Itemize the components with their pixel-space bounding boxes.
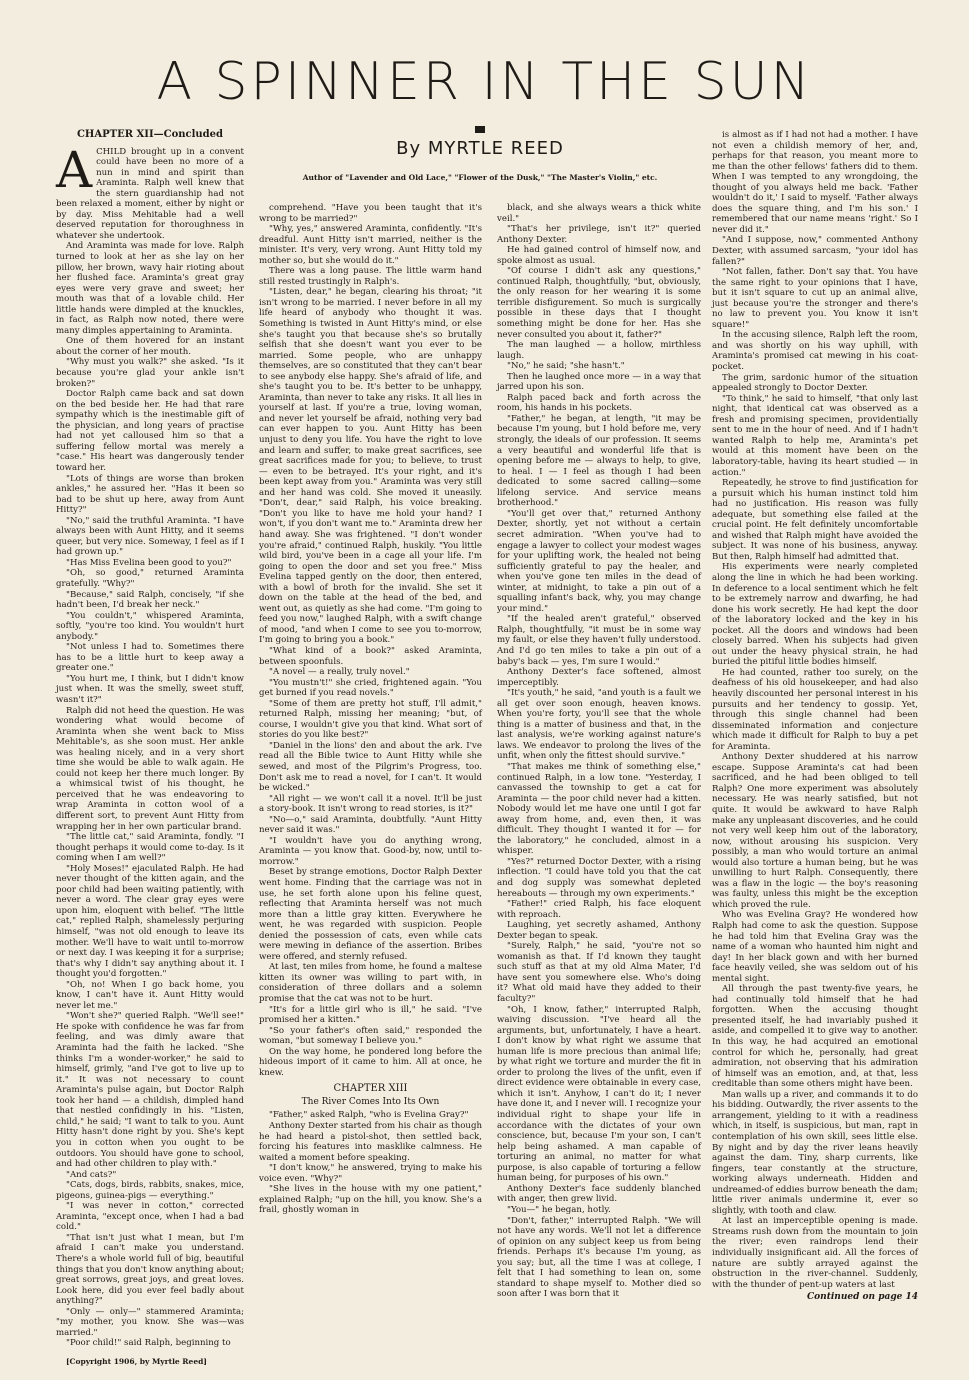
paragraph: "That makes me think of something else," continued Ralph, in a low tone. "Yesterday, I canvassed the township to get a cat for Araminta — the poor child never had a kitten. Nobody would let me have one until I got far away from home, and, even then, it was difficult. They thought I wanted it for — for the laboratory," he concluded, almost in a whisper.	[497, 761, 701, 857]
paragraph: The grim, sardonic humor of the situation appealed strongly to Doctor Dexter.	[712, 372, 918, 394]
paragraph: At last, ten miles from home, he found a maltese kitten its owner was willing to part with, in consideration of three dollars and a solemn promise that the cat was not to be hurt.	[259, 962, 482, 1005]
paragraph: "It's youth," he said, "and youth is a fault we all get over soon enough, heaven knows. When you're forty, you'll see that the whole thing is a matter of business and that, in the last analysis, we're working against nature's laws. We endeavor to prolong the lives of the unfit, when only the fittest should survive."	[497, 688, 701, 762]
paragraph: "To think," he said to himself, "that only last night, that identical cat was observed as a fresh and promising specimen, providentially sent to me in the hour of need. And if I hadn't wanted Ralph to help me, Araminta's pet would at this moment have been on the laboratory-table, having its heart studied — in action."	[712, 393, 918, 478]
paragraph: Beset by strange emotions, Doctor Ralph Dexter went home. Finding that the carriage was not in use, he set forth alone upon his feline quest, reflecting that Araminta herself was not much more than a little gray kitten. Everywhere he went, he was regarded with suspicion. People denied the possession of cats, even while cats were mewing in defiance of the assertion. Bribes were offered, and sternly refused.	[259, 867, 482, 962]
story-title: A SPINNER IN THE SUN	[156, 52, 813, 112]
paragraph: "So your father's often said," responded the woman, "but someway I believe you."	[259, 1025, 482, 1047]
paragraph: "You—" he began, hotly.	[507, 1204, 611, 1215]
paragraph: Anthony Dexter shuddered at his narrow escape. Suppose Araminta's cat had been sacrificed, and he had been obliged to tell Ralph? One more experiment was absolutely necessary. He was nearly satisfied, but not quite. It would be awkward to have Ralph make any unpleasant discoveries, and he could not very well keep him out of the laboratory, now, without arousing his suspicion. Very possibly, a man who would torture an animal would also torture a human being, but he was unwilling to hurt Ralph. Consequently, there was a flaw in the logic — the boy's reasoning was faulty, unless this might be the exception which proved the rule.	[712, 752, 918, 910]
paragraph: "Won't she?" queried Ralph. "We'll see!" He spoke with confidence he was far from feeling, and was dimly aware that Araminta had the faith he lacked. "She thinks I'm a wonder-worker," he said to himself, grimly, "and I've got to live up to it." It was not necessary to count Araminta's pulse again, but Doctor Ralph took her hand — a childish, dimpled hand that nestled confidingly in his. "Listen, child," he said; "I want to talk to you. Aunt Hitty hasn't done right by you. She's kept you in cotton when you ought to be outdoors. You should have gone to school, and had other children to play with."	[56, 1011, 244, 1170]
paragraph: One of them hovered for an instant about the corner of her mouth.	[56, 336, 244, 357]
paragraph: "You couldn't," whispered Araminta, softly, "you're too kind. You wouldn't hurt anybody."	[56, 610, 244, 642]
paragraph: "And I suppose, now," commented Anthony Dexter, with assumed sarcasm, "your idol has fallen?"	[712, 235, 918, 267]
paragraph: His experiments were nearly completed along the line in which he had been working. In deference to a local sentiment which he felt to be extremely narrow and dwarfing, he had done his work secretly. He had kept the door of the laboratory locked and the key in his pocket. All the doors and windows had been closely barred. When his subjects had given out under the heavy physical strain, he had buried the pitiful little bodies himself.	[712, 562, 918, 668]
paragraph: "That's her privilege, isn't it?" queried Anthony Dexter.	[497, 224, 701, 245]
paragraph: "Oh, I know, father," interrupted Ralph, waiving discussion. "I've heard all the arguments, but, unfortunately, I have a heart. I don't know by what right we assume that human life is more precious than animal life; by what right we torture and murder the fit in order to prolong the lives of the unfit, even if direct evidence were obtainable in every case, which it isn't. Anyhow, I can't do it; I never have done it, and I never will. I recognize your individual right to shape your life in accordance with the dictates of your own conscience, but, because I'm your son, I can't help being ashamed. A man capable of torturing an animal, no matter for what purpose, is also capable of torturing a fellow human being, for purposes of his own."	[497, 1004, 701, 1184]
paragraph: "She lives in the house with my one patient," explained Ralph; "up on the hill, you know. She's a frail, ghostly woman in	[259, 1184, 482, 1216]
paragraph: ACHILD brought up in a convent could have been no more of a nun in mind and spirit than Araminta. Ralph well knew that the stern guardianship had not been relaxed a moment, either by night or by day. Miss Mehitable had a well deserved reputation for thoroughness in whatever she undertook.	[56, 140, 244, 241]
paragraph: "Oh, so good," returned Araminta gratefully. "Why?"	[56, 568, 244, 589]
paragraph: "I don't know," he answered, trying to make his voice even. "Why?"	[259, 1163, 482, 1184]
paragraph: "What kind of a book?" asked Araminta, between spoonfuls.	[259, 645, 482, 667]
author-note: Author of "Lavender and Old Lace," "Flower of the Dusk," "The Master's Violin," etc.	[302, 173, 658, 182]
paragraph: "Not fallen, father. Don't say that. You have the same right to your opinions that I have, but it isn't square to cut up an animal alive, just because you're the stronger and there's no law to prevent you. You know it isn't square!"	[712, 267, 918, 330]
paragraph: "Because," said Ralph, concisely, "if she hadn't been, I'd break her neck."	[56, 589, 244, 611]
paragraph: Anthony Dexter's face suddenly blanched with anger, then grew livid.	[497, 1183, 701, 1205]
paragraph: "Why, yes," answered Araminta, confidently. "It's dreadful. Aunt Hitty isn't married, neither is the minister. It's very, very wrong. Aunt Hitty told my mother so, but she would do it."	[259, 224, 482, 266]
paragraph: "Don't, father," interrupted Ralph. "We will not have any words. We'll not let a difference of opinion on any subject keep us from being friends. Perhaps it's because I'm young, as you say; but, all the time I was at college, I felt that I had something to lean on, some standard to shape myself to. Mother died so soon after I was born that it	[497, 1215, 701, 1300]
paragraph: "No," he said; "she hasn't."	[507, 361, 625, 372]
paragraph: "I wouldn't have you do anything wrong, Araminta — you know that. Good-by, now, until to-morrow."	[259, 835, 482, 867]
paragraph: "Lots of things are worse than broken ankles," he assured her. "Has it been so bad to be shut up here, away from Aunt Hitty?"	[56, 473, 244, 516]
paragraph: Anthony Dexter started from his chair as though he had heard a pistol-shot, then settled back, forcing his features into masklike calmness. He waited a moment before speaking.	[259, 1121, 482, 1163]
chapter-13-subtitle: The River Comes Into Its Own	[301, 1096, 440, 1107]
paragraph: Laughing, yet secretly ashamed, Anthony Dexter began to speak.	[497, 920, 701, 941]
paragraph: And Araminta was made for love. Ralph turned to look at her as she lay on her pillow, her brown, wavy hair rioting about her flushed face. Araminta's great gray eyes were very grave and sweet; her mouth was that of a lovable child. Her little hands were dimpled at the knuckles, in fact, as Ralph now noted, there were many dimples appertaining to Araminta.	[56, 241, 244, 336]
paragraph: "Yes?" returned Doctor Dexter, with a rising inflection. "I could have told you that the cat and dog supply was somewhat depleted hereabouts — through my own experiments."	[497, 856, 701, 899]
column-2-text-b	[259, 1110, 482, 1215]
paragraph: Ralph did not heed the question. He was wondering what would become of Araminta when she went back to Miss Mehitable's, as she soon must. Her ankle was healing nicely, and in a very short time she would be able to walk again. He could not keep her there much longer. By a whimsical twist of his thought, he perceived that he was endeavoring to wrap Araminta in cotton wool of a different sort, to prevent Aunt Hitty from wrapping her in her own particular brand.	[56, 705, 244, 832]
paragraph: "Only — only—" stammered Araminta; "my mother, you know. She was—was married."	[56, 1306, 244, 1338]
paragraph: The man laughed — a hollow, mirthless laugh.	[497, 340, 701, 361]
chapter-13-heading: CHAPTER XIII	[333, 1083, 408, 1095]
paragraph: "Father," he began, at length, "it may be because I'm young, but I hold before me, very strongly, the ideals of our profession. It seems a very beautiful and wonderful life that is opening before me — always to help, to give, to heal. I — I feel as though I had been dedicated to some sacred calling—some lifelong service. And service means brotherhood."	[497, 413, 701, 509]
paragraph: "Has Miss Evelina been good to you?"	[66, 557, 232, 568]
paragraph: "Father!" cried Ralph, his face eloquent with reproach.	[497, 899, 701, 920]
paragraph: is almost as if I had not had a mother. I have not even a childish memory of her, and, perhaps for that reason, you meant more to me than the other fellows' fathers did to them. When I was tempted to any wrongdoing, the thought of you always held me back. 'Father wouldn't do it,' I said to myself. 'Father always does the square thing, and I'm his son.' I remembered that our name means 'right.' So I never did it."	[712, 130, 918, 235]
paragraph: "You mustn't!" she cried, frightened again. "You get burned if you read novels."	[259, 677, 482, 699]
paragraph: Repeatedly, he strove to find justification for a pursuit which his human instinct told him had no justification. His reason was fully adequate, but something else failed at the crucial point. He felt definitely uncomfortable and wished that Ralph might have avoided the subject. It was none of his business, anyway. But then, Ralph himself had admitted that.	[712, 478, 918, 562]
paragraph: He had counted, rather too surely, on the deafness of his old housekeeper, and had also heavily discounted her personal interest in his pursuits and her tendency to gossip. Yet, through this single channel had been disseminated information and conjecture which made it difficult for Ralph to buy a pet for Araminta.	[712, 667, 918, 752]
paragraph: "Why must you walk?" she asked. "Is it because you're glad your ankle isn't broken?"	[56, 357, 244, 389]
paragraph: "You'll get over that," returned Anthony Dexter, shortly, yet not without a certain secret admiration. "When you've had to engage a lawyer to collect your modest wages for your uplifting work, the healed not being sufficiently grateful to pay the healer, and when you've gone ten miles in the dead of winter, at midnight, to take a pin out of a squalling infant's back, why, you may change your mind."	[497, 508, 701, 614]
copyright-note: [Copyright 1906, by Myrtle Reed]	[66, 1356, 207, 1366]
paragraph: "Not unless I had to. Sometimes there has to be a little hurt to keep away a greater one."	[56, 642, 244, 674]
paragraph: "A novel — a really, truly novel."	[269, 667, 410, 678]
paragraph: Man walls up a river, and commands it to do his bidding. Outwardly, the river assents to the arrangement, yielding to it with a readiness which, in itself, is suspicious, but man, rapt in contemplation of his own skill, sees little else. By night and by day the river leans heavily against the dam. Tiny, sharp currents, like fingers, tear constantly at the structure, working always underneath. Hidden and undreamed-of eddies burrow beneath the dam; little river animals undermine it, ever so slightly, with tooth and claw.	[712, 1089, 918, 1216]
column-3-text	[497, 203, 701, 1300]
column-1-text	[56, 140, 244, 1349]
paragraph: "Father," asked Ralph, "who is Evelina Gray?"	[269, 1110, 469, 1121]
paragraph: Ralph paced back and forth across the room, his hands in his pockets.	[497, 392, 701, 414]
paragraph: "All right — we won't call it a novel. It'll be just a story-book. It isn't wrong to read stories, is it?"	[259, 793, 482, 815]
paragraph: "Daniel in the lions' den and about the ark. I've read all the Bible twice to Aunt Hitty while she sewed, and most of the Pilgrim's Progress, too. Don't ask me to read a novel, for I can't. It would be wicked."	[259, 740, 482, 794]
column-4	[712, 130, 918, 1330]
paragraph: "Some of them are pretty hot stuff, I'll admit," returned Ralph, missing her meaning; "but, of course, I wouldn't give you that kind. What sort of stories do you like best?"	[259, 698, 482, 741]
paragraph: "The little cat," said Araminta, fondly. "I thought perhaps it would come to-day. Is it coming when I am well?"	[56, 832, 244, 864]
paragraph: Then he laughed once more — in a way that jarred upon his son.	[497, 371, 701, 393]
column-1	[56, 129, 244, 1366]
paragraph: comprehend. "Have you been taught that it's wrong to be married?"	[259, 203, 482, 224]
paragraph: "Holy Moses!" ejaculated Ralph. He had never thought of the kitten again, and the poor child had been waiting patiently, with never a word. The clear gray eyes were upon him, eloquent with belief. "The little cat," replied Ralph, shamelessly perjuring himself, "was not old enough to leave its mother. We'll have to wait until to-morrow or next day. I was keeping it for a surprise; that's why I didn't say anything about it. I thought you'd forgotten."	[56, 863, 244, 980]
column-3	[497, 203, 701, 1330]
column-2	[259, 203, 482, 1330]
column-4-text	[712, 130, 918, 1290]
paragraph: "Of course I didn't ask any questions," continued Ralph, thoughtfully, "but, obviously, the only reason for her wearing it is some terrible disfigurement. So much is surgically possible in these days that I thought something might be done for her. Has she never consulted you about it, father?"	[497, 266, 701, 340]
paragraph: "Listen, dear," he began, clearing his throat; "it isn't wrong to be married. I never before in all my life heard of anybody who thought it was. Something is twisted in Aunt Hitty's mind, or else she's taught you that because she's so brutally selfish that she doesn't want you ever to be married. Some people, who are unhappy themselves, are so constituted that they can't bear to see anybody else happy. She's afraid of life, and she's taught you to be. It's better to be unhappy, Araminta, than never to take any risks. It all lies in yourself at last. If you're a true, loving woman, and never let yourself be afraid, nothing very bad can ever happen to you. Aunt Hitty has been unjust to deny you life. You have the right to love and learn and suffer, to make great sacrifices, see great sacrifices made for you; to believe, to trust — even to be betrayed. It's your right, and it's been kept away from you." Araminta was very still and her hand was cold. She moved it uneasily. "Don't, dear," said Ralph, his voice breaking. "Don't you like to have me hold your hand? I won't, if you don't want me to." Araminta drew her hand away. She was frightened. "I don't wonder you're afraid," continued Ralph, huskily. "You little wild bird, you've been in a cage all your life. I'm going to open the door and set you free." Miss Evelina tapped gently on the door, then entered, with a bowl of broth for the invalid. She set it down on the table at the head of the bed, and went out, as quietly as she had come. "I'm going to feed you now," laughed Ralph, with a swift change of mood, "and when I come to see you to-morrow, I'm going to bring you a book."	[259, 287, 482, 646]
paragraph: All through the past twenty-five years, he had continually told himself that he had forgotten. When the accusing thought presented itself, he had invariably pushed it aside, and compelled it to give way to another. In this way, he had acquired an emotional control for which he, personally, had great admiration, not observing that his admiration of himself was an emotion, and, at that, less creditable than some others might have been.	[712, 984, 918, 1090]
paragraph: "And cats?"	[66, 1169, 117, 1180]
paragraph: Doctor Ralph came back and sat down on the bed beside her. He had that rare sympathy which is the inestimable gift of the physician, and long years of practise had not yet calloused him so that a suffering fellow mortal was merely a "case." His heart was dangerously tender toward her.	[56, 389, 244, 473]
paragraph: He had gained control of himself now, and spoke almost as usual.	[497, 245, 701, 266]
paragraph: On the way home, he pondered long before the hideous import of it came to him. All at once, he knew.	[259, 1046, 482, 1078]
column-2-text	[259, 203, 482, 1078]
paragraph: "No—o," said Araminta, doubtfully. "Aunt Hitty never said it was."	[259, 814, 482, 836]
paragraph: "Surely, Ralph," he said, "you're not so womanish as that. If I'd known they taught such stuff as that at my old Alma Mater, I'd have sent you somewhere else. Who's doing it? What old maid have they added to their faculty?"	[497, 941, 701, 1005]
paragraph: Who was Evelina Gray? He wondered how Ralph had come to ask the question. Suppose he had told him that Evelina Gray was the name of a woman who haunted him night and day! In her black gown and with her burned face heavily veiled, she was seldom out of his mental sight.	[712, 910, 918, 984]
paragraph: "No," said the truthful Araminta. "I have always been with Aunt Hitty, and it seems queer, but very nice. Someway, I feel as if I had grown up."	[56, 515, 244, 558]
paragraph: "Cats, dogs, birds, rabbits, snakes, mice, pigeons, guinea-pigs — everything."	[56, 1180, 244, 1201]
paragraph: There was a long pause. The little warm hand still rested trustingly in Ralph's.	[259, 266, 482, 287]
paragraph: "I was never in cotton," corrected Araminta, "except once, when I had a bad cold."	[56, 1201, 244, 1233]
paragraph: "Oh, no! When I go back home, you know, I can't have it. Aunt Hitty would never let me."	[56, 979, 244, 1011]
paragraph: black, and she always wears a thick white veil."	[497, 203, 701, 224]
paragraph: "If the healed aren't grateful," observed Ralph, thoughtfully, "it must be in some way my fault, or else they haven't fully understood. And I'd go ten miles to take a pin out of a baby's back — yes, I'm sure I would."	[497, 614, 701, 667]
byline-block	[259, 126, 701, 182]
paragraph: "You hurt me, I think, but I didn't know just when. It was the smelly, sweet stuff, wasn't it?"	[56, 673, 244, 705]
continued-note: Continued on page 14	[806, 1292, 918, 1303]
chapter-12-heading: CHAPTER XII—Concluded	[76, 129, 224, 140]
paragraph: "Poor child!" said Ralph, beginning to	[66, 1338, 231, 1349]
paragraph: "It's for a little girl who is ill," he said. "I've promised her a kitten."	[259, 1004, 482, 1026]
paragraph: "That isn't just what I mean, but I'm afraid I can't make you understand. There's a whole world full of big, beautiful things that you don't know anything about; great sorrows, great joys, and great loves. Look here, did you ever feel badly about anything?"	[56, 1232, 244, 1307]
paragraph: In the accusing silence, Ralph left the room, and was shortly on his way uphill, with Araminta's promised cat mewing in his coat-pocket.	[712, 330, 918, 373]
author-byline: By MYRTLE REED	[396, 138, 564, 159]
bullet-ornament	[475, 126, 485, 133]
drop-cap: A	[56, 140, 93, 199]
paragraph: At last an imperceptible opening is made. Streams rush down from the mountain to join the river; even raindrops lend their individually insignificant aid. All the forces of nature are subtly arrayed against the obstruction in the river-channel. Suddenly, with the thunder of pent-up waters at last	[712, 1216, 918, 1290]
paragraph: Anthony Dexter's face softened, almost imperceptibly.	[497, 667, 701, 688]
